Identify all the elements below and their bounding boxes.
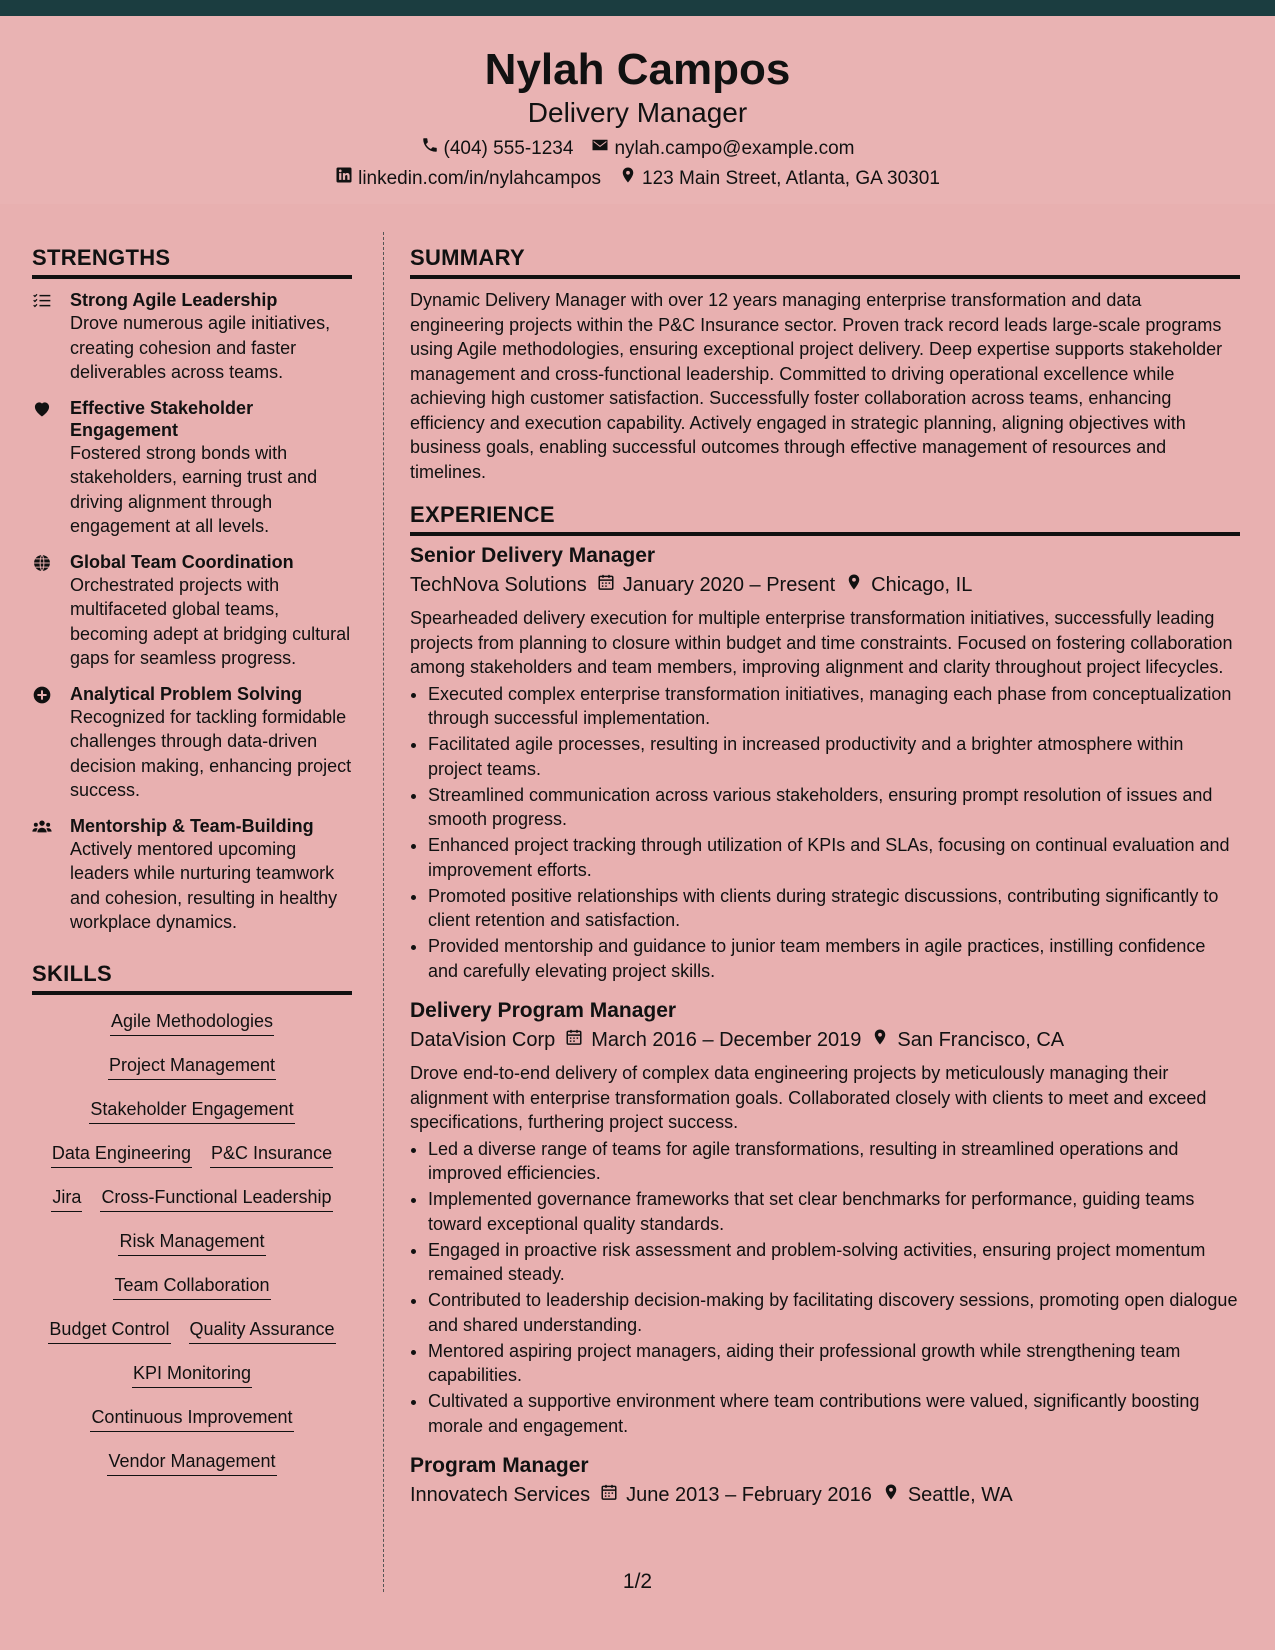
job-entry <box>410 542 1240 983</box>
job-location <box>882 1480 1013 1510</box>
job-bullet: • Streamlined communication across various stakeholders, ensuring prompt resolution of issues and smooth progress. <box>428 783 1240 832</box>
right-column <box>410 245 1240 1524</box>
candidate-name: Nylah Campos <box>484 45 791 94</box>
linkedin-icon <box>335 164 353 194</box>
skill-row <box>32 1317 352 1344</box>
skill-tag: Stakeholder Engagement <box>89 1097 294 1124</box>
page-number: 1/2 <box>622 1570 653 1593</box>
job-location-text: Seattle, WA <box>907 1484 1013 1506</box>
list-check-icon <box>32 289 56 385</box>
job-dates <box>600 1480 872 1510</box>
job-bullet: • Mentored aspiring project managers, aiding their professional growth while strengthening team capabilities. <box>428 1339 1240 1388</box>
skill-row <box>32 1053 352 1080</box>
calendar-icon <box>597 570 615 600</box>
job-bullet: • Contributed to leadership decision-making by facilitating discovery sessions, promoting open dialogue and shared understanding. <box>428 1288 1240 1337</box>
strength-item <box>32 397 352 539</box>
jobs-list <box>410 542 1240 1510</box>
skill-tag: Team Collaboration <box>113 1273 270 1300</box>
skill-tag: Jira <box>51 1185 82 1212</box>
strength-desc: Orchestrated projects with multifaceted global teams, becoming adept at bridging cultural gaps for seamless progress. <box>70 574 351 668</box>
job-dates-text: January 2020 – Present <box>622 574 836 596</box>
skills-section <box>32 961 352 1476</box>
address-contact <box>619 164 940 194</box>
job-bullet: • Promoted positive relationships with clients during strategic discussions, contributing significantly to client retention and satisfaction. <box>428 884 1240 933</box>
job-dates-text: March 2016 – December 2019 <box>591 1029 862 1051</box>
job-bullets <box>410 1137 1240 1439</box>
map-pin-icon <box>882 1480 900 1510</box>
phone-contact <box>421 134 574 164</box>
strength-item <box>32 815 352 935</box>
job-bullet: • Led a diverse range of teams for agile transformations, resulting in streamlined operations and improved efficiencies. <box>428 1137 1240 1186</box>
company-name: Innovatech Services <box>410 1484 591 1506</box>
job-bullet: • Executed complex enterprise transformation initiatives, managing each phase from conceptualization through successful implementation. <box>428 682 1240 731</box>
strength-item <box>32 683 352 803</box>
skill-tag: Project Management <box>108 1053 276 1080</box>
heart-icon <box>32 397 56 539</box>
job-title: Program Manager <box>410 1454 589 1477</box>
candidate-role: Delivery Manager <box>527 97 748 128</box>
globe-icon <box>32 551 56 671</box>
strength-desc: Drove numerous agile initiatives, creating cohesion and faster deliverables across teams. <box>70 313 331 382</box>
calendar-icon <box>600 1480 618 1510</box>
job-bullet: • Provided mentorship and guidance to junior team members in agile practices, instilling confidence and carefully elevating project skills. <box>428 934 1240 983</box>
envelope-icon <box>591 134 609 164</box>
skill-tag: Vendor Management <box>107 1449 276 1476</box>
column-divider <box>383 232 384 1592</box>
job-bullet: • Enhanced project tracking through utilization of KPIs and SLAs, focusing on continual evaluation and improvement efforts. <box>428 833 1240 882</box>
contact-line-2 <box>0 164 1275 194</box>
top-accent-bar <box>0 0 1275 16</box>
summary-text: Dynamic Delivery Manager with over 12 years managing enterprise transformation and data engineering projects within the P&C Insurance sector. Proven track record leads large-scale programs using Agile methodologies, ensuring exceptional project delivery. Deep expertise supports stakeholder management and cross-functional leadership. Committed to driving operational excellence while achieving high customer satisfaction. Successfully foster collaboration across teams, enhancing efficiency and execution capability. Actively engaged in strategic planning, aligning objectives with business goals, enabling successful outcomes through effective management of resources and timelines. <box>410 290 1223 482</box>
skill-row <box>32 1273 352 1300</box>
linkedin-text[interactable]: linkedin.com/in/nylahcampos <box>358 168 602 189</box>
skill-row <box>32 1141 352 1168</box>
skill-row <box>32 1449 352 1476</box>
users-icon <box>32 815 56 935</box>
strength-item <box>32 551 352 671</box>
job-bullet: • Implemented governance frameworks that set clear benchmarks for performance, guiding teams toward exceptional quality standards. <box>428 1187 1240 1236</box>
strength-desc: Fostered strong bonds with stakeholders, earning trust and driving alignment through engagement at all levels. <box>70 442 318 536</box>
company-name: TechNova Solutions <box>410 574 587 596</box>
job-description: Drove end-to-end delivery of complex data engineering projects by meticulously managing their alignment with enterprise transformation goals. Collaborated closely with clients to meet and exceed specifications, furthering project success. <box>410 1063 1207 1132</box>
strength-title: Strong Agile Leadership <box>70 290 278 310</box>
email-text[interactable]: nylah.campo@example.com <box>614 138 855 159</box>
map-pin-icon <box>871 1025 889 1055</box>
skill-row <box>32 1185 352 1212</box>
job-bullet: • Cultivated a supportive environment where team contributions were valued, significantly boosting morale and engagement. <box>428 1389 1240 1438</box>
strengths-heading: STRENGTHS <box>32 245 352 279</box>
job-entry <box>410 1452 1240 1510</box>
phone-icon <box>421 134 439 164</box>
skill-row <box>32 1405 352 1432</box>
email-contact[interactable] <box>591 134 854 164</box>
map-pin-icon <box>845 570 863 600</box>
map-pin-icon <box>619 164 637 194</box>
skill-tag: Budget Control <box>48 1317 170 1344</box>
skill-tag: KPI Monitoring <box>132 1361 252 1388</box>
job-bullet: • Engaged in proactive risk assessment and problem-solving activities, ensuring project momentum remained steady. <box>428 1238 1240 1287</box>
job-entry <box>410 997 1240 1438</box>
job-bullet: • Facilitated agile processes, resulting in increased productivity and a brighter atmosphere within project teams. <box>428 732 1240 781</box>
left-column <box>32 245 352 1493</box>
company-name: DataVision Corp <box>410 1029 556 1051</box>
job-meta <box>410 1025 1240 1055</box>
job-location-text: Chicago, IL <box>871 574 973 596</box>
strength-title: Global Team Coordination <box>70 551 294 572</box>
strength-title: Effective Stakeholder Engagement <box>70 397 254 440</box>
job-meta <box>410 1480 1240 1510</box>
job-location <box>845 570 972 600</box>
skill-tag: Data Engineering <box>51 1141 192 1168</box>
contact-line-1 <box>0 134 1275 164</box>
skill-tag: Agile Methodologies <box>110 1009 274 1036</box>
strength-title: Mentorship & Team-Building <box>70 815 314 836</box>
job-title: Delivery Program Manager <box>410 999 677 1022</box>
job-description: Spearheaded delivery execution for multiple enterprise transformation initiatives, successfully leading projects from planning to closure within budget and time constraints. Focused on fostering collaboration among stakeholders and team members, improving alignment and clarity throughout project lifecycles. <box>410 608 1233 677</box>
job-dates <box>597 570 835 600</box>
skills-heading: SKILLS <box>32 961 352 995</box>
linkedin-contact[interactable] <box>335 164 601 194</box>
strength-title: Analytical Problem Solving <box>70 683 303 704</box>
skill-tag: Continuous Improvement <box>90 1405 293 1432</box>
job-dates <box>565 1025 861 1055</box>
job-meta <box>410 570 1240 600</box>
skills-list <box>32 1009 352 1476</box>
experience-heading: EXPERIENCE <box>410 502 1240 536</box>
skill-row <box>32 1009 352 1036</box>
plus-circle-icon <box>32 683 56 803</box>
job-location-text: San Francisco, CA <box>897 1029 1065 1051</box>
job-location <box>871 1025 1064 1055</box>
calendar-icon <box>565 1025 583 1055</box>
job-bullets <box>410 682 1240 984</box>
resume-header <box>0 16 1275 204</box>
strength-desc: Actively mentored upcoming leaders while nurturing teamwork and cohesion, resulting in healthy workplace dynamics. <box>70 838 338 932</box>
address-text: 123 Main Street, Atlanta, GA 30301 <box>642 168 940 189</box>
skill-tag: Quality Assurance <box>189 1317 336 1344</box>
skill-row <box>32 1361 352 1388</box>
skill-tag: P&C Insurance <box>210 1141 333 1168</box>
phone-text: (404) 555-1234 <box>443 138 574 159</box>
strength-desc: Recognized for tackling formidable challenges through data-driven decision making, enhancing project success. <box>70 706 352 800</box>
job-title: Senior Delivery Manager <box>410 544 656 567</box>
skill-tag: Cross-Functional Leadership <box>100 1185 332 1212</box>
skill-row <box>32 1097 352 1124</box>
skill-tag: Risk Management <box>118 1229 265 1256</box>
summary-heading: SUMMARY <box>410 245 1240 279</box>
skill-row <box>32 1229 352 1256</box>
experience-section <box>410 502 1240 1510</box>
job-dates-text: June 2013 – February 2016 <box>626 1484 872 1506</box>
strength-item <box>32 289 352 385</box>
